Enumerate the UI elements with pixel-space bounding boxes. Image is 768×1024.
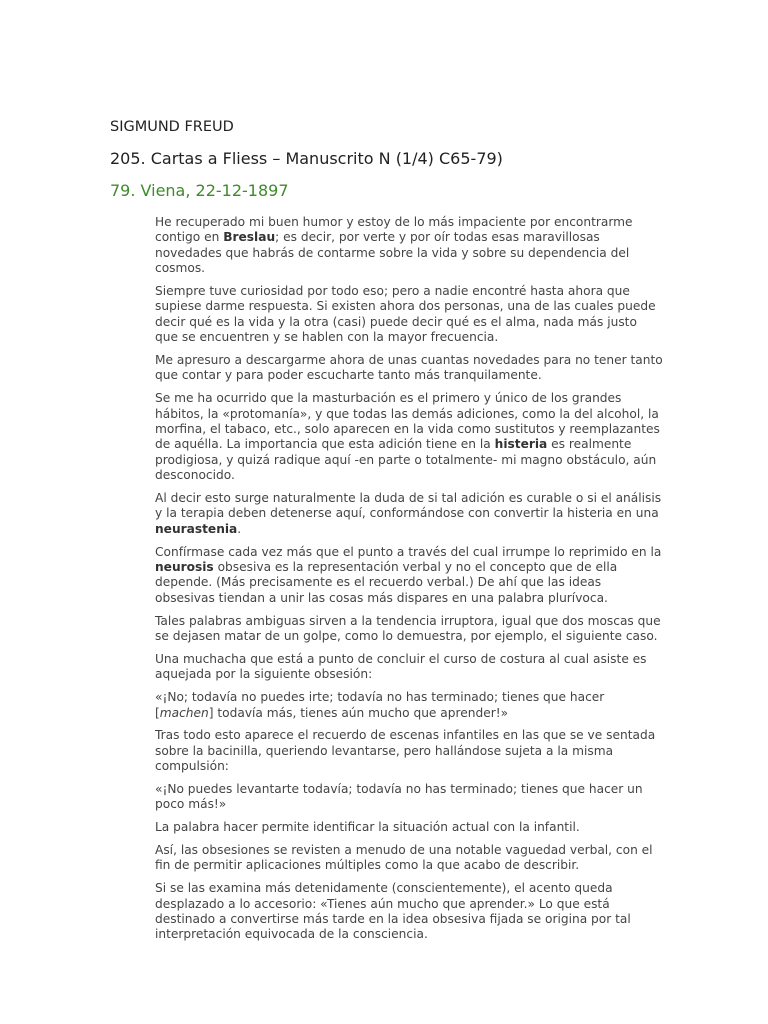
term-breslau: Breslau: [223, 230, 276, 245]
paragraph-14: Si se las examina más detenidamente (conscientemente), el acento queda desplazado a lo accesorio: «Tienes aún mucho que aprender.» Lo que está destinado a convertirse más tarde en la idea obsesiva fijada se origina por tal interpretación equivocada de la consciencia.: [155, 881, 631, 942]
paragraph-8: Una muchacha que está a punto de concluir el curso de costura al cual asiste es aquejada por la siguiente obsesión:: [155, 651, 647, 682]
paragraph-11: «¡No puedes levantarte todavía; todavía no has terminado; tienes que hacer un poco más!»: [155, 781, 643, 812]
term-neurosis: neurosis: [155, 560, 214, 575]
paragraph-6: Confírmase cada vez más que el punto a través del cual irrumpe lo reprimido en la neurosis obsesiva es la representación verbal y no el concepto que de ella depende. (Más precisamente es el recuerdo verbal.) De ahí que las ideas obsesivas tiendan a unir las cosas más dispares en una palabra plurívoca.: [155, 544, 662, 605]
paragraph-5: Al decir esto surge naturalmente la duda de si tal adición es curable o si el análisis y la terapia deben detenerse aquí, conformándose con convertir la histeria en una neurastenia.: [155, 491, 662, 536]
term-machen: machen: [159, 705, 209, 720]
paragraph-13: Así, las obsesiones se revisten a menudo de una notable vaguedad verbal, con el fin de permitir aplicaciones múltiples como la que acabo de describir.: [155, 842, 653, 873]
paragraph-1: He recuperado mi buen humor y estoy de lo más impaciente por encontrarme contigo en Breslau; es decir, por verte y por oír todas esas maravillosas novedades que habrás de contarme sobre la vida y sobre su dependencia del cosmos.: [155, 215, 633, 276]
letter-body: [155, 215, 663, 950]
paragraph-2: Siempre tuve curiosidad por todo eso; pero a nadie encontré hasta ahora que supiese darme respuesta. Si existen ahora dos personas, una de las cuales puede decir qué es la vida y la otra (casi) puede decir qué es el alma, nada más justo que se encuentren y se hablen con la mayor frecuencia.: [155, 284, 656, 345]
term-histeria: histeria: [494, 437, 548, 452]
letter-heading: 79. Viena, 22-12-1897: [110, 181, 289, 200]
term-neurastenia: neurastenia: [155, 521, 238, 536]
paragraph-9: «¡No; todavía no puedes irte; todavía no has terminado; tienes que hacer [machen] todavía más, tienes aún mucho que aprender!»: [155, 690, 605, 720]
paragraph-4: Se me ha ocurrido que la masturbación es el primero y único de los grandes hábitos, la «protomanía», y que todas las demás adiciones, como la del alcohol, la morfina, el tabaco, etc., solo aparecen en la vida como sustitutos y reemplazantes de aquélla. La importancia que esta adición tiene en la histeria es realmente prodigiosa, y quizá radique aquí -en parte o totalmente- mi magno obstáculo, aún desconocido.: [155, 391, 660, 483]
paragraph-3: Me apresuro a descargarme ahora de unas cuantas novedades para no tener tanto que contar y para poder escucharte tanto más tranquilamente.: [155, 353, 663, 383]
paragraph-10: Tras todo esto aparece el recuerdo de escenas infantiles en las que se ve sentada sobre la bacinilla, queriendo levantarse, pero hallándose sujeta a la misma compulsión:: [155, 728, 656, 774]
paragraph-12: La palabra hacer permite identificar la situación actual con la infantil.: [155, 820, 580, 835]
document-title: 205. Cartas a Fliess – Manuscrito N (1/4) C65-79): [110, 149, 503, 168]
paragraph-7: Tales palabras ambiguas sirven a la tendencia irruptora, igual que dos moscas que se dejasen matar de un golpe, como lo demuestra, por ejemplo, el siguiente caso.: [155, 613, 661, 644]
author-name: SIGMUND FREUD: [110, 119, 234, 135]
